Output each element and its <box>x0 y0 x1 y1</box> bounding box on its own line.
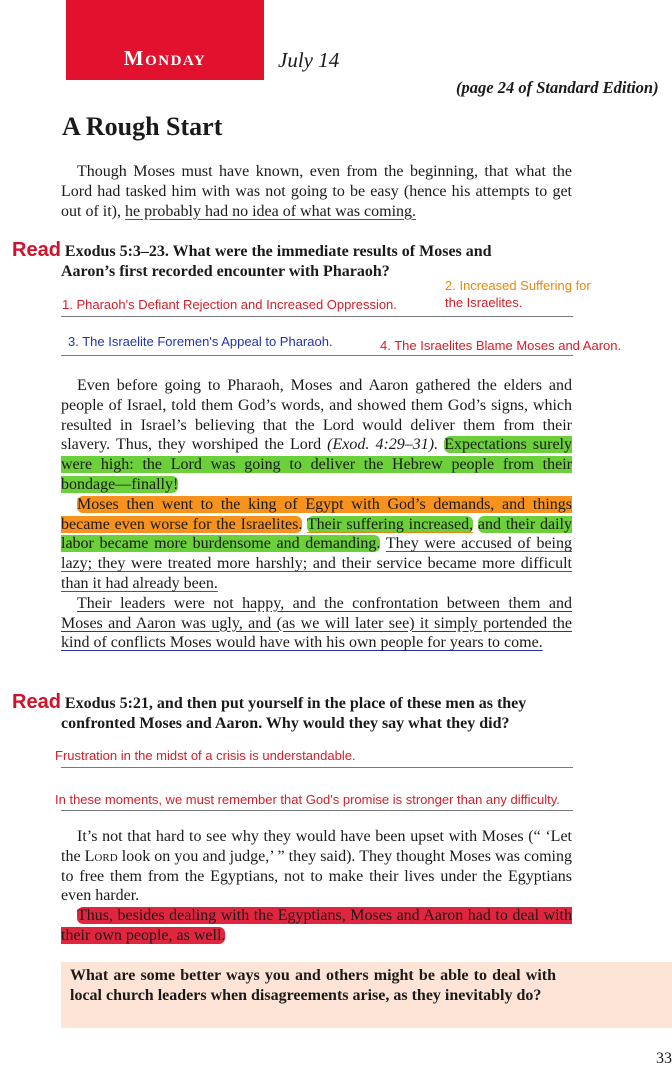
answer-1: 1. Pharaoh's Defiant Rejection and Increased Oppression. <box>62 297 397 312</box>
lesson-title: A Rough Start <box>62 112 223 141</box>
date-label: July 14 <box>278 48 340 72</box>
page-reference: (page 24 of Standard Edition) <box>456 78 659 97</box>
read1-question-line1: Exodus 5:3–23. What were the immediate results of Moses and <box>64 243 492 260</box>
underline-leaders: Their leaders were not happy, and the confrontation between them and Moses and Aaron was ugly, and (as we will later see) it simply portended the kind of conflicts Moses would have with his own people for years to come. <box>61 594 572 652</box>
answer-rule-1 <box>61 316 573 317</box>
intro-paragraph <box>61 162 572 221</box>
answer-frustration: Frustration in the midst of a crisis is understandable. <box>55 748 356 763</box>
body2-text-a: It’s not that hard to see why they would have been upset with Moses (“ ‘Let the <box>61 828 572 865</box>
answer-3: 3. The Israelite Foremen's Appeal to Pharaoh. <box>68 334 333 349</box>
highlight-daily-labor: and their daily labor became more burdensome and demanding. <box>61 515 572 553</box>
body-paragraph-1 <box>61 376 572 653</box>
intro-underlined: he probably had no idea of what was coming. <box>125 202 417 220</box>
answer-rule-2 <box>61 355 573 356</box>
highlight-expectations: Expectations surely were high: the Lord was going to deliver the Hebrew people from their bondage—finally! <box>61 436 573 493</box>
body2-text-b: look on you and judge,’ ” they said). They thought Moses was coming to free them from the Egyptians, not to make their lives under the Egyptians even harder. <box>61 847 573 905</box>
read-prompt-1 <box>12 240 576 282</box>
answer-rule-3 <box>61 767 573 768</box>
read-prompt-2 <box>12 692 576 734</box>
discussion-question: What are some better ways you and others might be able to deal with local church leaders when disagreements arise, as they inevitably do? <box>70 967 556 1004</box>
day-label: Monday <box>123 46 207 70</box>
discussion-box <box>61 962 672 1028</box>
body1-reference: (Exod. 4:29–31). <box>327 436 439 454</box>
highlight-king-of-egypt: Moses then went to the king of Egypt with God’s demands, and things became even worse for the Israelites. <box>61 495 572 533</box>
day-banner <box>66 0 264 80</box>
highlight-suffering: Their suffering increased, <box>306 515 474 533</box>
answer-promise: In these moments, we must remember that God's promise is stronger than any difficulty. <box>55 792 560 807</box>
lord-smallcaps: Lord <box>84 847 118 865</box>
read2-question-line2: confronted Moses and Aaron. Why would they say what they did? <box>61 715 510 732</box>
body-paragraph-2 <box>61 827 572 946</box>
underline-accused: They were accused of being lazy; they were treated more harshly; and their service became more difficult than it had already been. <box>61 535 573 592</box>
answer-rule-4 <box>61 810 573 811</box>
read1-question-line2: Aaron’s first recorded encounter with Pharaoh? <box>61 263 390 280</box>
read-label-2: Read <box>12 691 61 713</box>
read-label-1: Read <box>12 239 61 261</box>
page-number: 33 <box>656 1050 672 1067</box>
body1-text: Even before going to Pharaoh, Moses and Aaron gathered the elders and people of Israel, told them God’s words, and showed them God’s signs, which resulted in Israel’s believing that the Lord would deliver them from their slavery. Thus, they worshiped the Lord <box>61 377 572 454</box>
answer-4: 4. The Israelites Blame Moses and Aaron. <box>380 338 622 353</box>
highlight-own-people: Thus, besides dealing with the Egyptians, Moses and Aaron had to deal with their own people, as well. <box>61 907 572 944</box>
intro-text: Though Moses must have known, even from the beginning, that what the Lord had tasked him with was not going to be easy (hence his attempts to get out of it), <box>61 163 572 220</box>
read2-question-line1: Exodus 5:21, and then put yourself in the place of these men as they <box>64 695 527 712</box>
answer-2-line1: 2. Increased Suffering for <box>445 278 591 293</box>
answer-2-line2: the Israelites. <box>445 295 523 310</box>
